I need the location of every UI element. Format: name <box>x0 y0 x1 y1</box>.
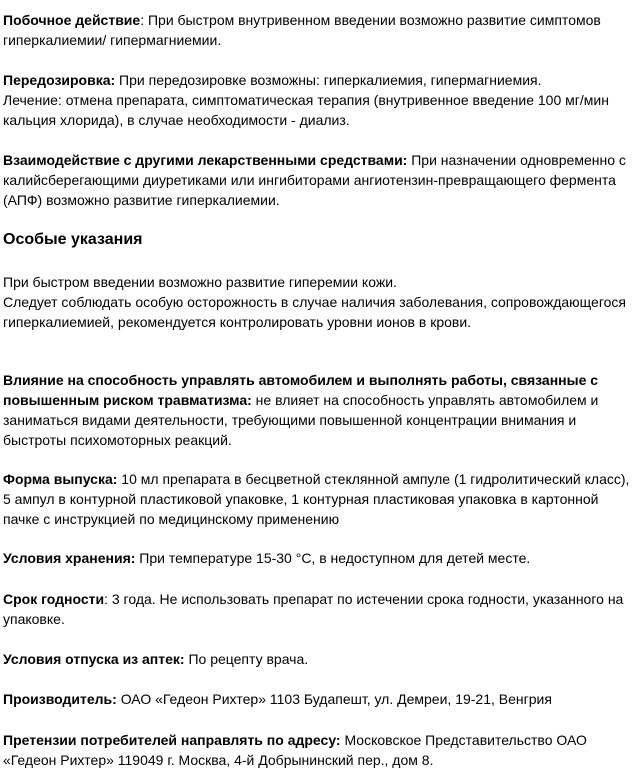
storage-label: Условия хранения: <box>3 550 136 566</box>
driving-text: не влияет на способность управлять автомобилем и заниматься видами деятельности, требующими повышенной концентрации внимания и быстроты психомоторных реакций. <box>3 392 599 448</box>
dispensing-paragraph <box>3 649 633 669</box>
side-effect-separator: : <box>140 12 148 28</box>
shelf-life-label: Срок годности <box>3 591 105 607</box>
special-instructions-heading: Особые указания <box>3 231 143 248</box>
manufacturer-paragraph <box>3 689 633 709</box>
dispensing-text: По рецепту врача. <box>184 651 309 667</box>
interaction-label: Взаимодействие с другими лекарственными средствами: <box>3 152 408 168</box>
claims-paragraph <box>3 730 633 770</box>
dispensing-label: Условия отпуска из аптек: <box>3 651 185 667</box>
shelf-life-text: : 3 года. Не использовать препарат по истечении срока годности, указанного на упаковке. <box>3 591 624 627</box>
driving-paragraph <box>3 370 633 450</box>
driving-label: Влияние на способность управлять автомобилем и выполнять работы, связанные с повышенным риском травматизма: <box>3 372 599 408</box>
storage-text: При температуре 15-30 °С, в недоступном для детей месте. <box>135 550 531 566</box>
special-text-line1: При быстром введении возможно развитие гиперемии кожи. <box>3 274 397 290</box>
interaction-text: При назначении одновременно с калийсберегающими диуретиками или ингибиторами ангиотензин-превращающего фермента (АПФ) возможно развитие гиперкалиемии. <box>3 152 626 208</box>
manufacturer-label: Производитель: <box>3 691 117 707</box>
overdose-label: Передозировка: <box>3 72 116 88</box>
overdose-paragraph <box>3 70 633 130</box>
side-effect-text: При быстром внутривенном введении возможно развитие симптомов гиперкалиемии/ гипермагниемии. <box>3 12 601 48</box>
side-effect-paragraph <box>3 10 633 50</box>
storage-paragraph <box>3 548 633 568</box>
special-text-line2: Следует соблюдать особую осторожность в случае наличия заболевания, сопровождающегося гиперкалиемией, рекомендуется контролировать уровни ионов в крови. <box>3 294 626 330</box>
shelf-life-paragraph <box>3 589 633 629</box>
manufacturer-text: ОАО «Гедеон Рихтер» 1103 Будапешт, ул. Демреи, 19-21, Венгрия <box>116 691 552 707</box>
overdose-text-line1: При передозировке возможны: гиперкалиемия, гипермагниемия. <box>115 72 542 88</box>
release-form-paragraph <box>3 469 633 529</box>
claims-label: Претензии потребителей направлять по адресу: <box>3 732 341 748</box>
release-form-label: Форма выпуска: <box>3 471 118 487</box>
claims-text: Московское Представительство ОАО «Гедеон Рихтер» 119049 г. Москва, 4-й Добрынинский пер., дом 8. <box>3 732 587 768</box>
interaction-paragraph <box>3 150 633 210</box>
release-form-text: 10 мл препарата в бесцветной стеклянной ампуле (1 гидролитический класс), 5 ампул в контурной пластиковой упаковке, 1 контурная пластиковая упаковка в картонной пачке с инструкцией по медицинскому применению <box>3 471 630 527</box>
overdose-text-line2: Лечение: отмена препарата, симптоматическая терапия (внутривенное введение 100 мг/мин кальция хлорида), в случае необходимости - диализ. <box>3 92 609 128</box>
side-effect-label: Побочное действие <box>3 12 141 28</box>
special-instructions-paragraph <box>3 272 633 332</box>
